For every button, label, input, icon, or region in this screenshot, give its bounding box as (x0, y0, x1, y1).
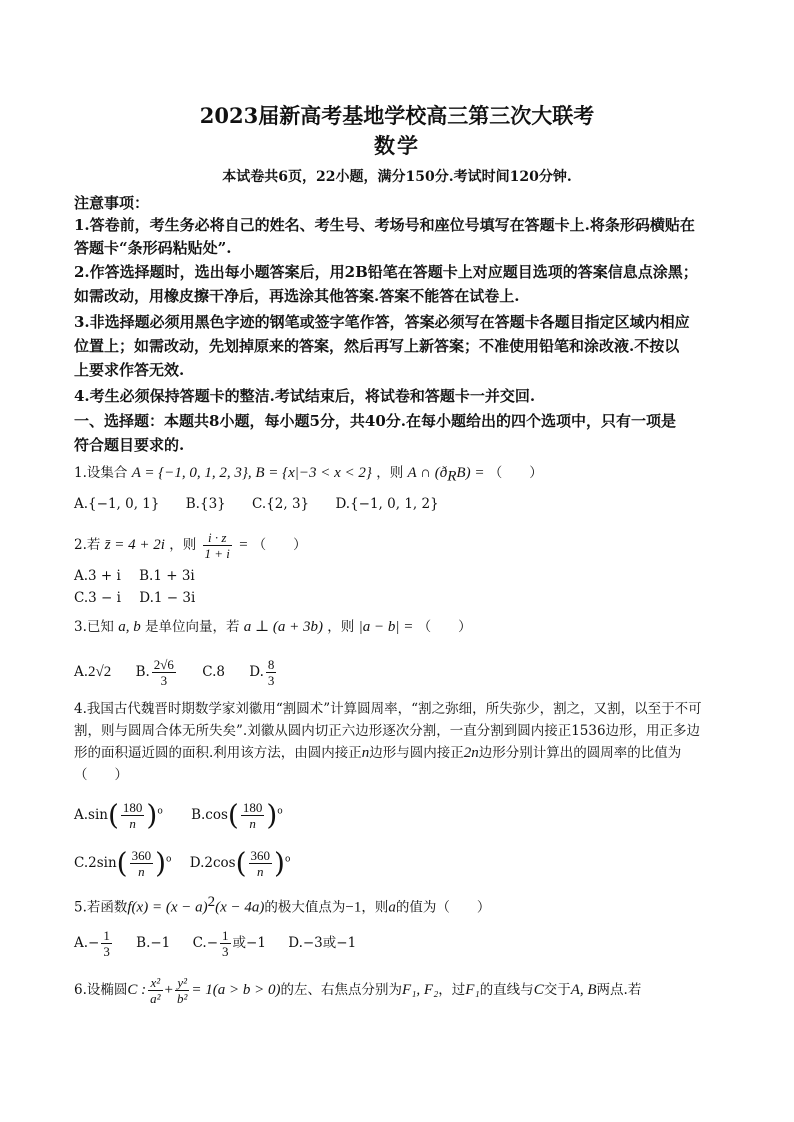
notice-line-8: 4.考生必须保持答题卡的整洁.考试结束后，将试卷和答题卡一并交回. (74, 387, 536, 405)
q5-option-d[interactable]: D.−3或−1 (288, 935, 357, 951)
question-3: 3.已知 a, b 是单位向量，若 a ⊥ (a + 3b) ，则 |a − b| = （ ） (74, 619, 472, 635)
q2-option-a[interactable]: A.3 + i (74, 568, 121, 584)
q5-options (74, 928, 722, 964)
q4-option-d[interactable]: D.2cos( $\frac{360}{n}$ )$^o$ (189, 846, 291, 880)
q2-options-row-2 (74, 588, 722, 609)
q2-fraction: $\frac{i \cdot z}{1 + i}$ (204, 530, 230, 561)
notice-heading: 注意事项： (74, 194, 150, 212)
question-6: 6.设椭圆C : $\frac{\text{x²}}{\text{a²}}$ + $\frac{\text{y²}}{\text{b²}}$ = 1(a > b > 0)的左、右焦点分别为F₁, F₂，过F₁的直线与C交于A, B两点.若 (74, 975, 642, 1006)
question-5: 5.若函数$f(x) = (x - a)^2(x - 4a)$的极大值点为−1，则a的值为（ ） (74, 894, 491, 916)
q1-option-b[interactable]: B.{3} (185, 496, 226, 512)
q1-options (74, 494, 722, 515)
q4-option-a[interactable]: A.sin( $\frac{180}{n}$ )$^o$ (74, 798, 163, 832)
q2-options-row-1 (74, 566, 722, 587)
q4-options-row-1 (74, 800, 722, 836)
notice-line-3: 2.作答选择题时，选出每小题答案后，用2B铅笔在答题卡上对应题目选项的答案信息点涂黑； (74, 263, 698, 281)
subject-title: 数学 (374, 133, 420, 158)
q3-option-a[interactable]: A.2√2 (74, 664, 112, 680)
question-1: 1.设集合 A = {−1, 0, 1, 2, 3}, B = {x|−3 < x < 2} ，则 A ∩ $(ð_RB)$ = （ ） (74, 465, 543, 485)
q4-line-1: 4.我国古代魏晋时期数学家刘徽用“割圆术”计算圆周率，“割之弥细，所失弥少，割之，又割，以至于不可 (74, 701, 702, 717)
q1-option-c[interactable]: C.{2, 3} (252, 496, 310, 512)
q4-paren: （ ） (74, 767, 128, 783)
notice-line-2: 答题卡“条形码粘贴处”. (74, 239, 232, 257)
notice-line-1: 1.答卷前，考生务必将自己的姓名、考生号、考场号和座位号填写在答题卡上.将条形码横贴在 (74, 216, 695, 234)
q3-option-c[interactable]: C.8 (202, 664, 225, 680)
exam-title: 2023届新高考基地学校高三第三次大联考 (199, 103, 595, 128)
q4-option-c[interactable]: C.2sin( $\frac{360}{n}$ )$^o$ (74, 846, 172, 880)
q5-option-a[interactable]: A.− $\frac{1}{3}$ (74, 928, 110, 959)
exam-info: 本试卷共6页，22小题，满分150分.考试时间120分钟. (222, 169, 572, 185)
notice-line-7: 上要求作答无效. (74, 361, 185, 379)
q2-option-c[interactable]: C.3 − i (74, 590, 121, 606)
q1-sets: A = {−1, 0, 1, 2, 3}, B = {x|−3 < x < 2} (131, 465, 372, 481)
section-line-2: 符合题目要求的. (74, 436, 185, 454)
notice-line-5: 3.非选择题必须用黑色字迹的钢笔或签字笔作答，答案必须写在答题卡各题目指定区域内相应 (74, 313, 690, 331)
question-2: 2.若 z̄ = 4 + 2i ，则 $\frac{i \cdot z}{1 + i}$ = （ ） (74, 530, 307, 561)
q1-option-a[interactable]: A.{−1, 0, 1} (74, 496, 160, 512)
q1-option-d[interactable]: D.{−1, 0, 1, 2} (335, 496, 439, 512)
notice-line-4: 如需改动，用橡皮擦干净后，再选涂其他答案.答案不能答在试卷上. (74, 287, 520, 305)
q3-options (74, 657, 722, 688)
q5-option-c[interactable]: C.− $\frac{1}{3}$ 或−1 (192, 928, 266, 959)
q3-option-d[interactable]: D. $\frac{8}{3}$ (249, 657, 275, 688)
q3-option-b[interactable]: B. $\frac{2√6}{3}$ (135, 657, 174, 688)
q4-options-row-2 (74, 848, 722, 884)
q5-option-b[interactable]: B.−1 (136, 935, 171, 951)
notice-line-6: 位置上；如需改动，先划掉原来的答案，然后再写上新答案；不准使用铅笔和涂改液.不按以 (74, 337, 680, 355)
q2-option-b[interactable]: B.1 + 3i (139, 568, 195, 584)
q4-line-2: 割，则与圆周合体无所失矣”.刘徽从圆内切正六边形逐次分割，一直分割到圆内接正1536边形，用正多边 (74, 723, 701, 739)
q2-option-d[interactable]: D.1 − 3i (139, 590, 196, 606)
section-line-1: 一、选择题：本题共8小题，每小题5分，共40分.在每小题给出的四个选项中，只有一项是 (74, 412, 676, 430)
q4-option-b[interactable]: B.cos( $\frac{180}{n}$ )$^o$ (191, 798, 283, 832)
q4-line-3: 形的面积逼近圆的面积.利用该方法，由圆内接正n边形与圆内接正2n边形分别计算出的圆周率的比值为 (74, 745, 682, 761)
